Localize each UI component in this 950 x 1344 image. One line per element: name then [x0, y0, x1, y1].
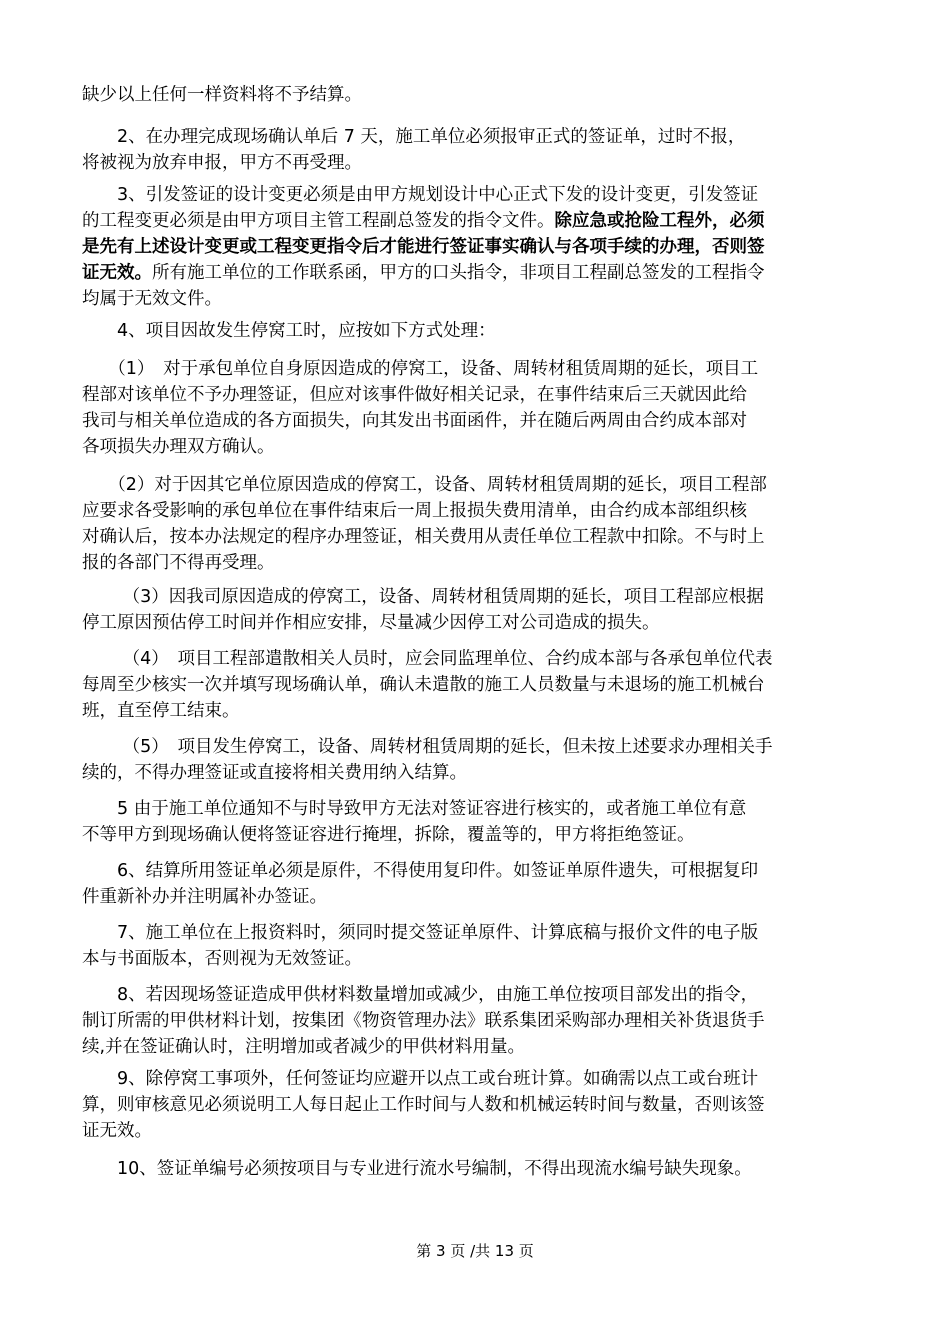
text-line: 6、结算所用签证单必须是原件，不得使用复印件。如签证单原件遗失，可根据复印	[82, 861, 759, 881]
text-line: 5 由于施工单位通知不与时导致甲方无法对签证容进行核实的，或者施工单位有意	[82, 799, 747, 819]
text-line: 程部对该单位不予办理签证，但应对该事件做好相关记录，在事件结束后三天就因此给	[82, 385, 747, 405]
paragraph-item-3	[82, 182, 854, 312]
text-line: （2）对于因其它单位原因造成的停窝工，设备、周转材租赁周期的延长，项目工程部	[82, 475, 767, 495]
page-footer: 第 3 页 /共 13 页	[416, 1242, 534, 1260]
text-line: 证无效。	[82, 1121, 152, 1141]
text-line: 4、项目因故发生停窝工时，应按如下方式处理：	[82, 321, 496, 341]
text-line: 算，则审核意见必须说明工人每日起止工作时间与人数和机械运转时间与数量，否则该签	[82, 1095, 765, 1115]
text-line: 件重新补办并注明属补办签证。	[82, 887, 327, 907]
paragraph-intro	[82, 82, 854, 108]
bold-text: 证无效。	[82, 263, 152, 283]
paragraph-sub-4	[82, 646, 854, 724]
text-line	[82, 260, 854, 286]
paragraph-item-4	[82, 318, 854, 344]
paragraph-item-2	[82, 124, 854, 176]
text-line: 均属于无效文件。	[82, 289, 222, 309]
text-line: 报的各部门不得再受理。	[82, 553, 275, 573]
text-line: 8、若因现场签证造成甲供材料数量增加或减少，由施工单位按项目部发出的指令，	[82, 985, 759, 1005]
text-line: 不等甲方到现场确认便将签证容进行掩埋，拆除，覆盖等的，甲方将拒绝签证。	[82, 825, 695, 845]
text-line: （4） 项目工程部遣散相关人员时，应会同监理单位、合约成本部与各承包单位代表	[82, 649, 773, 669]
bold-text: 除应急或抢险工程外，必须	[554, 211, 765, 231]
paragraph-item-10	[82, 1156, 854, 1182]
text-line: 2、在办理完成现场确认单后 7 天，施工单位必须报审正式的签证单，过时不报，	[82, 127, 746, 147]
bold-text-line: 是先有上述设计变更或工程变更指令后才能进行签证事实确认与各项手续的办理，否则签	[82, 237, 765, 257]
paragraph-item-7	[82, 920, 854, 972]
text-segment: 的工程变更必须是由甲方项目主管工程副总签发的指令文件。	[82, 211, 555, 231]
paragraph-item-5	[82, 796, 854, 848]
text-line: 7、施工单位在上报资料时，须同时提交签证单原件、计算底稿与报价文件的电子版	[82, 923, 759, 943]
text-line	[82, 208, 854, 234]
text-line: （5） 项目发生停窝工，设备、周转材租赁周期的延长，但未按上述要求办理相关手	[82, 737, 773, 757]
text-line: （1） 对于承包单位自身原因造成的停窝工，设备、周转材租赁周期的延长，项目工	[82, 359, 759, 379]
paragraph-sub-2	[82, 472, 854, 576]
text-line: 将被视为放弃申报，甲方不再受理。	[82, 153, 362, 173]
text-line: （3）因我司原因造成的停窝工，设备、周转材租赁周期的延长，项目工程部应根据	[82, 587, 764, 607]
text-line: 缺少以上任何一样资料将不予结算。	[82, 85, 362, 105]
text-line: 续的，不得办理签证或直接将相关费用纳入结算。	[82, 763, 467, 783]
paragraph-sub-5	[82, 734, 854, 786]
text-line: 应要求各受影响的承包单位在事件结束后一周上报损失费用清单，由合约成本部组织核	[82, 501, 747, 521]
text-line: 我司与相关单位造成的各方面损失，向其发出书面函件，并在随后两周由合约成本部对	[82, 411, 747, 431]
text-line: 每周至少核实一次并填写现场确认单，确认未遣散的施工人员数量与未退场的施工机械台	[82, 675, 765, 695]
text-line: 对确认后，按本办法规定的程序办理签证，相关费用从责任单位工程款中扣除。不与时上	[82, 527, 765, 547]
text-segment: 所有施工单位的工作联系函，甲方的口头指令，非项目工程副总签发的工程指令	[152, 263, 765, 283]
text-line: 9、除停窝工事项外，任何签证均应避开以点工或台班计算。如确需以点工或台班计	[82, 1069, 759, 1089]
text-line: 10、签证单编号必须按项目与专业进行流水号编制，不得出现流水编号缺失现象。	[82, 1159, 752, 1179]
text-line: 班，直至停工结束。	[82, 701, 240, 721]
paragraph-sub-1	[82, 356, 854, 460]
text-line: 续,并在签证确认时，注明增加或者减少的甲供材料用量。	[82, 1037, 526, 1057]
text-line: 制订所需的甲供材料计划，按集团《物资管理办法》联系集团采购部办理相关补货退货手	[82, 1011, 765, 1031]
text-line: 各项损失办理双方确认。	[82, 437, 275, 457]
paragraph-sub-3	[82, 584, 854, 636]
paragraph-item-8	[82, 982, 854, 1060]
text-line: 停工原因预估停工时间并作相应安排，尽量减少因停工对公司造成的损失。	[82, 613, 660, 633]
text-line: 3、引发签证的设计变更必须是由甲方规划设计中心正式下发的设计变更，引发签证	[82, 185, 759, 205]
text-line: 本与书面版本，否则视为无效签证。	[82, 949, 362, 969]
paragraph-item-6	[82, 858, 854, 910]
paragraph-item-9	[82, 1066, 854, 1144]
